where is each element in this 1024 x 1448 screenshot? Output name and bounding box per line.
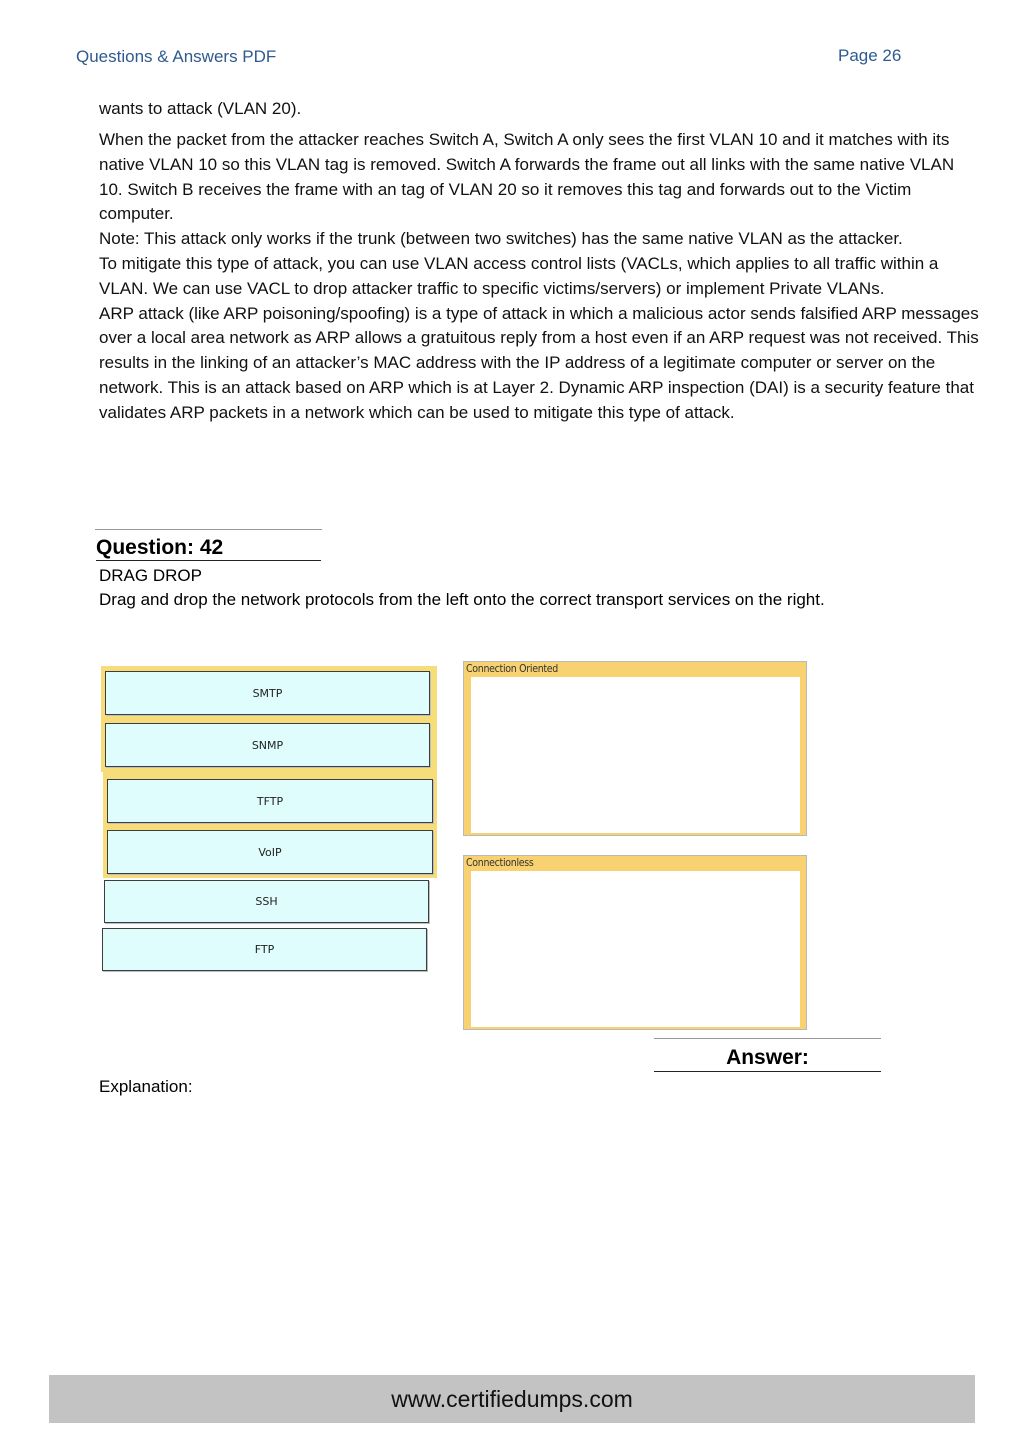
question-type: DRAG DROP xyxy=(99,566,202,585)
question-prompt: Drag and drop the network protocols from the left onto the correct transport services on the right. xyxy=(99,590,825,609)
target-label-connectionless: Connectionless xyxy=(466,857,534,869)
explanation-label: Explanation: xyxy=(99,1077,193,1096)
drop-target-connectionless[interactable] xyxy=(463,855,807,1030)
drop-area-connectionless[interactable] xyxy=(471,871,800,1027)
target-label-connection-oriented: Connection Oriented xyxy=(466,663,559,675)
answer-heading: Answer: xyxy=(654,1045,881,1072)
drop-area-connection-oriented[interactable] xyxy=(471,677,800,833)
header-title: Questions & Answers PDF xyxy=(76,47,277,66)
page-number: Page 26 xyxy=(838,46,902,65)
paragraph-continued xyxy=(99,97,979,122)
protocol-item-tftp[interactable]: TFTP xyxy=(107,779,433,823)
paragraph-2: When the packet from the attacker reaches Switch A, Switch A only sees the first VLAN 10 and it matches with its native VLAN 10 so this VLAN tag is removed. Switch A forwards the frame out all links with the same native VLAN 10. Switch B receives the frame with an tag of VLAN 20 so it removes this tag and forwards out to the Victim computer. xyxy=(99,130,955,224)
paragraph-4: To mitigate this type of attack, you can use VLAN access control lists (VACLs, which applies to all traffic within a VLAN. We can use VACL to drop attacker traffic to specific victims/servers) or implement Private VLANs. xyxy=(99,253,939,298)
question-heading: Question: 42 xyxy=(96,535,321,561)
drop-target-connection-oriented[interactable] xyxy=(463,661,807,836)
protocol-item-snmp[interactable]: SNMP xyxy=(105,723,430,767)
paragraph-5: ARP attack (like ARP poisoning/spoofing) is a type of attack in which a malicious actor sends falsified ARP messages over a local area network as ARP allows a gratuitous reply from a host even if an ARP request was not received. This results in the linking of an attacker’s MAC address with the IP address of a legitimate computer or server on the network. This is an attack based on ARP which is at Layer 2. Dynamic ARP inspection (DAI) is a security feature that validates ARP packets in a network which can be used to mitigate this type of attack. xyxy=(99,303,979,422)
protocol-item-voip[interactable]: VoIP xyxy=(107,830,433,874)
footer-bar xyxy=(49,1375,975,1423)
paragraph-1: wants to attack (VLAN 20). xyxy=(99,99,302,118)
paragraph-3: Note: This attack only works if the trunk (between two switches) has the same native VLAN as the attacker. xyxy=(99,229,903,249)
protocol-item-ftp[interactable]: FTP xyxy=(102,928,427,971)
question-rule xyxy=(95,529,322,530)
explanation-body xyxy=(99,128,979,426)
protocol-item-smtp[interactable]: SMTP xyxy=(105,671,430,715)
answer-rule xyxy=(654,1038,881,1039)
footer-url[interactable]: www.certifiedumps.com xyxy=(391,1385,633,1412)
protocol-item-ssh[interactable]: SSH xyxy=(104,880,429,923)
